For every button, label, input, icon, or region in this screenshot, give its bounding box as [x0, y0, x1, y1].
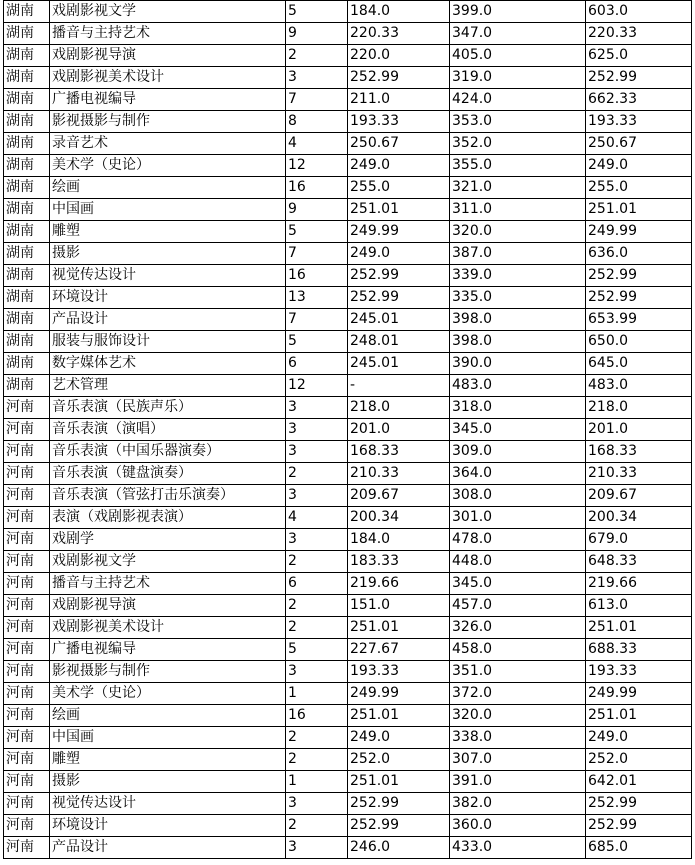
score2-cell: 387.0	[450, 243, 586, 265]
table-row	[4, 705, 692, 727]
score3-cell: 636.0	[586, 243, 692, 265]
table-row	[4, 419, 692, 441]
major-cell: 播音与主持艺术	[50, 23, 286, 45]
table-row	[4, 617, 692, 639]
score2-cell: 382.0	[450, 793, 586, 815]
major-cell: 产品设计	[50, 837, 286, 859]
count-cell: 7	[286, 89, 348, 111]
province-cell: 河南	[4, 595, 50, 617]
count-cell: 1	[286, 771, 348, 793]
major-cell: 雕塑	[50, 221, 286, 243]
score1-cell: 193.33	[348, 111, 450, 133]
province-cell: 湖南	[4, 155, 50, 177]
score3-cell: 653.99	[586, 309, 692, 331]
score1-cell: 219.66	[348, 573, 450, 595]
score1-cell: 211.0	[348, 89, 450, 111]
count-cell: 7	[286, 309, 348, 331]
table-row	[4, 639, 692, 661]
score2-cell: 347.0	[450, 23, 586, 45]
count-cell: 3	[286, 793, 348, 815]
score1-cell: 151.0	[348, 595, 450, 617]
major-cell: 绘画	[50, 177, 286, 199]
table-row	[4, 485, 692, 507]
province-cell: 湖南	[4, 89, 50, 111]
table-row	[4, 199, 692, 221]
province-cell: 河南	[4, 485, 50, 507]
score1-cell: 184.0	[348, 529, 450, 551]
score1-cell: 245.01	[348, 309, 450, 331]
table-row	[4, 441, 692, 463]
score1-cell: 184.0	[348, 1, 450, 23]
province-cell: 湖南	[4, 265, 50, 287]
count-cell: 4	[286, 507, 348, 529]
score3-cell: 688.33	[586, 639, 692, 661]
score2-cell: 424.0	[450, 89, 586, 111]
count-cell: 2	[286, 727, 348, 749]
province-cell: 河南	[4, 727, 50, 749]
table-row	[4, 529, 692, 551]
score2-cell: 335.0	[450, 287, 586, 309]
score2-cell: 351.0	[450, 661, 586, 683]
score1-cell: 220.0	[348, 45, 450, 67]
score3-cell: 252.99	[586, 67, 692, 89]
province-cell: 河南	[4, 463, 50, 485]
major-cell: 视觉传达设计	[50, 265, 286, 287]
score2-cell: 399.0	[450, 1, 586, 23]
province-cell: 河南	[4, 551, 50, 573]
score-table	[3, 0, 692, 859]
score3-cell: 200.34	[586, 507, 692, 529]
major-cell: 环境设计	[50, 287, 286, 309]
table-row	[4, 837, 692, 859]
province-cell: 河南	[4, 837, 50, 859]
province-cell: 湖南	[4, 23, 50, 45]
count-cell: 3	[286, 419, 348, 441]
major-cell: 戏剧影视美术设计	[50, 617, 286, 639]
count-cell: 3	[286, 661, 348, 683]
score2-cell: 311.0	[450, 199, 586, 221]
table-row	[4, 1, 692, 23]
count-cell: 12	[286, 155, 348, 177]
province-cell: 河南	[4, 441, 50, 463]
score3-cell: 249.0	[586, 727, 692, 749]
score2-cell: 405.0	[450, 45, 586, 67]
score2-cell: 457.0	[450, 595, 586, 617]
score2-cell: 307.0	[450, 749, 586, 771]
count-cell: 13	[286, 287, 348, 309]
table-row	[4, 287, 692, 309]
province-cell: 河南	[4, 749, 50, 771]
score2-cell: 339.0	[450, 265, 586, 287]
table-row	[4, 309, 692, 331]
score1-cell: 252.99	[348, 67, 450, 89]
count-cell: 9	[286, 23, 348, 45]
score3-cell: 252.99	[586, 287, 692, 309]
score3-cell: 252.99	[586, 793, 692, 815]
table-row	[4, 749, 692, 771]
table-row	[4, 133, 692, 155]
major-cell: 表演（戏剧影视表演）	[50, 507, 286, 529]
province-cell: 湖南	[4, 353, 50, 375]
table-row	[4, 243, 692, 265]
major-cell: 美术学（史论）	[50, 683, 286, 705]
score3-cell: 193.33	[586, 111, 692, 133]
score2-cell: 398.0	[450, 331, 586, 353]
score1-cell: 249.0	[348, 155, 450, 177]
score3-cell: 249.99	[586, 221, 692, 243]
score2-cell: 433.0	[450, 837, 586, 859]
score2-cell: 308.0	[450, 485, 586, 507]
score1-cell: 252.99	[348, 815, 450, 837]
major-cell: 绘画	[50, 705, 286, 727]
major-cell: 摄影	[50, 243, 286, 265]
count-cell: 3	[286, 397, 348, 419]
table-row	[4, 67, 692, 89]
table-row	[4, 353, 692, 375]
major-cell: 音乐表演（管弦打击乐演奏）	[50, 485, 286, 507]
score2-cell: 364.0	[450, 463, 586, 485]
table-row	[4, 155, 692, 177]
major-cell: 数字媒体艺术	[50, 353, 286, 375]
major-cell: 音乐表演（键盘演奏）	[50, 463, 286, 485]
score2-cell: 321.0	[450, 177, 586, 199]
count-cell: 2	[286, 45, 348, 67]
score3-cell: 252.0	[586, 749, 692, 771]
score2-cell: 458.0	[450, 639, 586, 661]
score3-cell: 679.0	[586, 529, 692, 551]
table-row	[4, 331, 692, 353]
score3-cell: 252.99	[586, 815, 692, 837]
major-cell: 音乐表演（民族声乐）	[50, 397, 286, 419]
province-cell: 湖南	[4, 199, 50, 221]
count-cell: 3	[286, 837, 348, 859]
score3-cell: 201.0	[586, 419, 692, 441]
score3-cell: 210.33	[586, 463, 692, 485]
score1-cell: 252.99	[348, 287, 450, 309]
table-row	[4, 265, 692, 287]
score3-cell: 603.0	[586, 1, 692, 23]
count-cell: 2	[286, 617, 348, 639]
score2-cell: 352.0	[450, 133, 586, 155]
province-cell: 河南	[4, 529, 50, 551]
score1-cell: -	[348, 375, 450, 397]
score2-cell: 353.0	[450, 111, 586, 133]
table-row	[4, 727, 692, 749]
score2-cell: 320.0	[450, 705, 586, 727]
major-cell: 美术学（史论）	[50, 155, 286, 177]
table-row	[4, 177, 692, 199]
score1-cell: 193.33	[348, 661, 450, 683]
score1-cell: 249.99	[348, 683, 450, 705]
major-cell: 视觉传达设计	[50, 793, 286, 815]
score3-cell: 625.0	[586, 45, 692, 67]
score3-cell: 650.0	[586, 331, 692, 353]
score1-cell: 249.0	[348, 243, 450, 265]
score2-cell: 326.0	[450, 617, 586, 639]
score3-cell: 249.0	[586, 155, 692, 177]
table-row	[4, 793, 692, 815]
score2-cell: 483.0	[450, 375, 586, 397]
score1-cell: 183.33	[348, 551, 450, 573]
province-cell: 河南	[4, 639, 50, 661]
score3-cell: 168.33	[586, 441, 692, 463]
score3-cell: 662.33	[586, 89, 692, 111]
score2-cell: 319.0	[450, 67, 586, 89]
table-row	[4, 375, 692, 397]
major-cell: 影视摄影与制作	[50, 111, 286, 133]
score2-cell: 391.0	[450, 771, 586, 793]
major-cell: 艺术管理	[50, 375, 286, 397]
score1-cell: 250.67	[348, 133, 450, 155]
count-cell: 2	[286, 815, 348, 837]
count-cell: 5	[286, 639, 348, 661]
major-cell: 戏剧影视文学	[50, 551, 286, 573]
count-cell: 8	[286, 111, 348, 133]
score2-cell: 309.0	[450, 441, 586, 463]
score1-cell: 201.0	[348, 419, 450, 441]
score2-cell: 448.0	[450, 551, 586, 573]
table-row	[4, 397, 692, 419]
count-cell: 7	[286, 243, 348, 265]
major-cell: 戏剧学	[50, 529, 286, 551]
province-cell: 湖南	[4, 309, 50, 331]
province-cell: 湖南	[4, 177, 50, 199]
table-row	[4, 45, 692, 67]
province-cell: 河南	[4, 661, 50, 683]
major-cell: 广播电视编导	[50, 89, 286, 111]
score1-cell: 252.99	[348, 265, 450, 287]
score3-cell: 251.01	[586, 705, 692, 727]
score3-cell: 613.0	[586, 595, 692, 617]
table-row	[4, 507, 692, 529]
count-cell: 6	[286, 573, 348, 595]
major-cell: 戏剧影视文学	[50, 1, 286, 23]
count-cell: 16	[286, 265, 348, 287]
major-cell: 戏剧影视美术设计	[50, 67, 286, 89]
score3-cell: 251.01	[586, 617, 692, 639]
province-cell: 湖南	[4, 221, 50, 243]
score1-cell: 209.67	[348, 485, 450, 507]
score1-cell: 251.01	[348, 771, 450, 793]
score1-cell: 200.34	[348, 507, 450, 529]
score3-cell: 252.99	[586, 265, 692, 287]
score3-cell: 648.33	[586, 551, 692, 573]
table-row	[4, 815, 692, 837]
score2-cell: 301.0	[450, 507, 586, 529]
count-cell: 5	[286, 221, 348, 243]
score2-cell: 318.0	[450, 397, 586, 419]
major-cell: 环境设计	[50, 815, 286, 837]
table-row	[4, 111, 692, 133]
province-cell: 河南	[4, 683, 50, 705]
count-cell: 2	[286, 595, 348, 617]
major-cell: 摄影	[50, 771, 286, 793]
table-row	[4, 551, 692, 573]
score1-cell: 248.01	[348, 331, 450, 353]
count-cell: 6	[286, 353, 348, 375]
score1-cell: 252.0	[348, 749, 450, 771]
score1-cell: 227.67	[348, 639, 450, 661]
count-cell: 5	[286, 1, 348, 23]
table-row	[4, 221, 692, 243]
count-cell: 3	[286, 529, 348, 551]
province-cell: 河南	[4, 397, 50, 419]
major-cell: 音乐表演（中国乐器演奏）	[50, 441, 286, 463]
table-row	[4, 683, 692, 705]
province-cell: 河南	[4, 507, 50, 529]
score3-cell: 209.67	[586, 485, 692, 507]
major-cell: 中国画	[50, 199, 286, 221]
score2-cell: 360.0	[450, 815, 586, 837]
score2-cell: 398.0	[450, 309, 586, 331]
major-cell: 录音艺术	[50, 133, 286, 155]
major-cell: 产品设计	[50, 309, 286, 331]
major-cell: 音乐表演（演唱）	[50, 419, 286, 441]
province-cell: 河南	[4, 771, 50, 793]
score2-cell: 478.0	[450, 529, 586, 551]
province-cell: 湖南	[4, 287, 50, 309]
major-cell: 广播电视编导	[50, 639, 286, 661]
score1-cell: 251.01	[348, 705, 450, 727]
score1-cell: 251.01	[348, 617, 450, 639]
score-table-body	[4, 1, 692, 859]
score3-cell: 645.0	[586, 353, 692, 375]
count-cell: 5	[286, 331, 348, 353]
count-cell: 16	[286, 177, 348, 199]
province-cell: 河南	[4, 573, 50, 595]
major-cell: 影视摄影与制作	[50, 661, 286, 683]
score3-cell: 249.99	[586, 683, 692, 705]
score1-cell: 249.99	[348, 221, 450, 243]
province-cell: 河南	[4, 815, 50, 837]
table-row	[4, 89, 692, 111]
score1-cell: 249.0	[348, 727, 450, 749]
table-row	[4, 23, 692, 45]
score2-cell: 345.0	[450, 419, 586, 441]
count-cell: 1	[286, 683, 348, 705]
score2-cell: 355.0	[450, 155, 586, 177]
score3-cell: 685.0	[586, 837, 692, 859]
province-cell: 湖南	[4, 133, 50, 155]
count-cell: 3	[286, 441, 348, 463]
province-cell: 河南	[4, 419, 50, 441]
score2-cell: 372.0	[450, 683, 586, 705]
major-cell: 服装与服饰设计	[50, 331, 286, 353]
table-row	[4, 573, 692, 595]
province-cell: 河南	[4, 617, 50, 639]
table-row	[4, 771, 692, 793]
score3-cell: 255.0	[586, 177, 692, 199]
table-row	[4, 595, 692, 617]
score3-cell: 483.0	[586, 375, 692, 397]
major-cell: 戏剧影视导演	[50, 595, 286, 617]
score3-cell: 193.33	[586, 661, 692, 683]
count-cell: 2	[286, 551, 348, 573]
major-cell: 雕塑	[50, 749, 286, 771]
province-cell: 湖南	[4, 67, 50, 89]
province-cell: 湖南	[4, 45, 50, 67]
province-cell: 河南	[4, 793, 50, 815]
table-row	[4, 463, 692, 485]
score1-cell: 220.33	[348, 23, 450, 45]
province-cell: 湖南	[4, 243, 50, 265]
score2-cell: 345.0	[450, 573, 586, 595]
score3-cell: 250.67	[586, 133, 692, 155]
score1-cell: 210.33	[348, 463, 450, 485]
score1-cell: 218.0	[348, 397, 450, 419]
score1-cell: 252.99	[348, 793, 450, 815]
score1-cell: 251.01	[348, 199, 450, 221]
count-cell: 9	[286, 199, 348, 221]
score3-cell: 218.0	[586, 397, 692, 419]
score2-cell: 390.0	[450, 353, 586, 375]
score3-cell: 251.01	[586, 199, 692, 221]
score1-cell: 255.0	[348, 177, 450, 199]
score2-cell: 338.0	[450, 727, 586, 749]
province-cell: 湖南	[4, 331, 50, 353]
score2-cell: 320.0	[450, 221, 586, 243]
province-cell: 湖南	[4, 375, 50, 397]
score3-cell: 642.01	[586, 771, 692, 793]
count-cell: 2	[286, 463, 348, 485]
score1-cell: 245.01	[348, 353, 450, 375]
score1-cell: 246.0	[348, 837, 450, 859]
count-cell: 2	[286, 749, 348, 771]
score3-cell: 219.66	[586, 573, 692, 595]
province-cell: 湖南	[4, 1, 50, 23]
count-cell: 4	[286, 133, 348, 155]
major-cell: 中国画	[50, 727, 286, 749]
count-cell: 3	[286, 485, 348, 507]
province-cell: 河南	[4, 705, 50, 727]
major-cell: 播音与主持艺术	[50, 573, 286, 595]
table-row	[4, 661, 692, 683]
score1-cell: 168.33	[348, 441, 450, 463]
count-cell: 12	[286, 375, 348, 397]
score3-cell: 220.33	[586, 23, 692, 45]
major-cell: 戏剧影视导演	[50, 45, 286, 67]
province-cell: 湖南	[4, 111, 50, 133]
count-cell: 16	[286, 705, 348, 727]
count-cell: 3	[286, 67, 348, 89]
